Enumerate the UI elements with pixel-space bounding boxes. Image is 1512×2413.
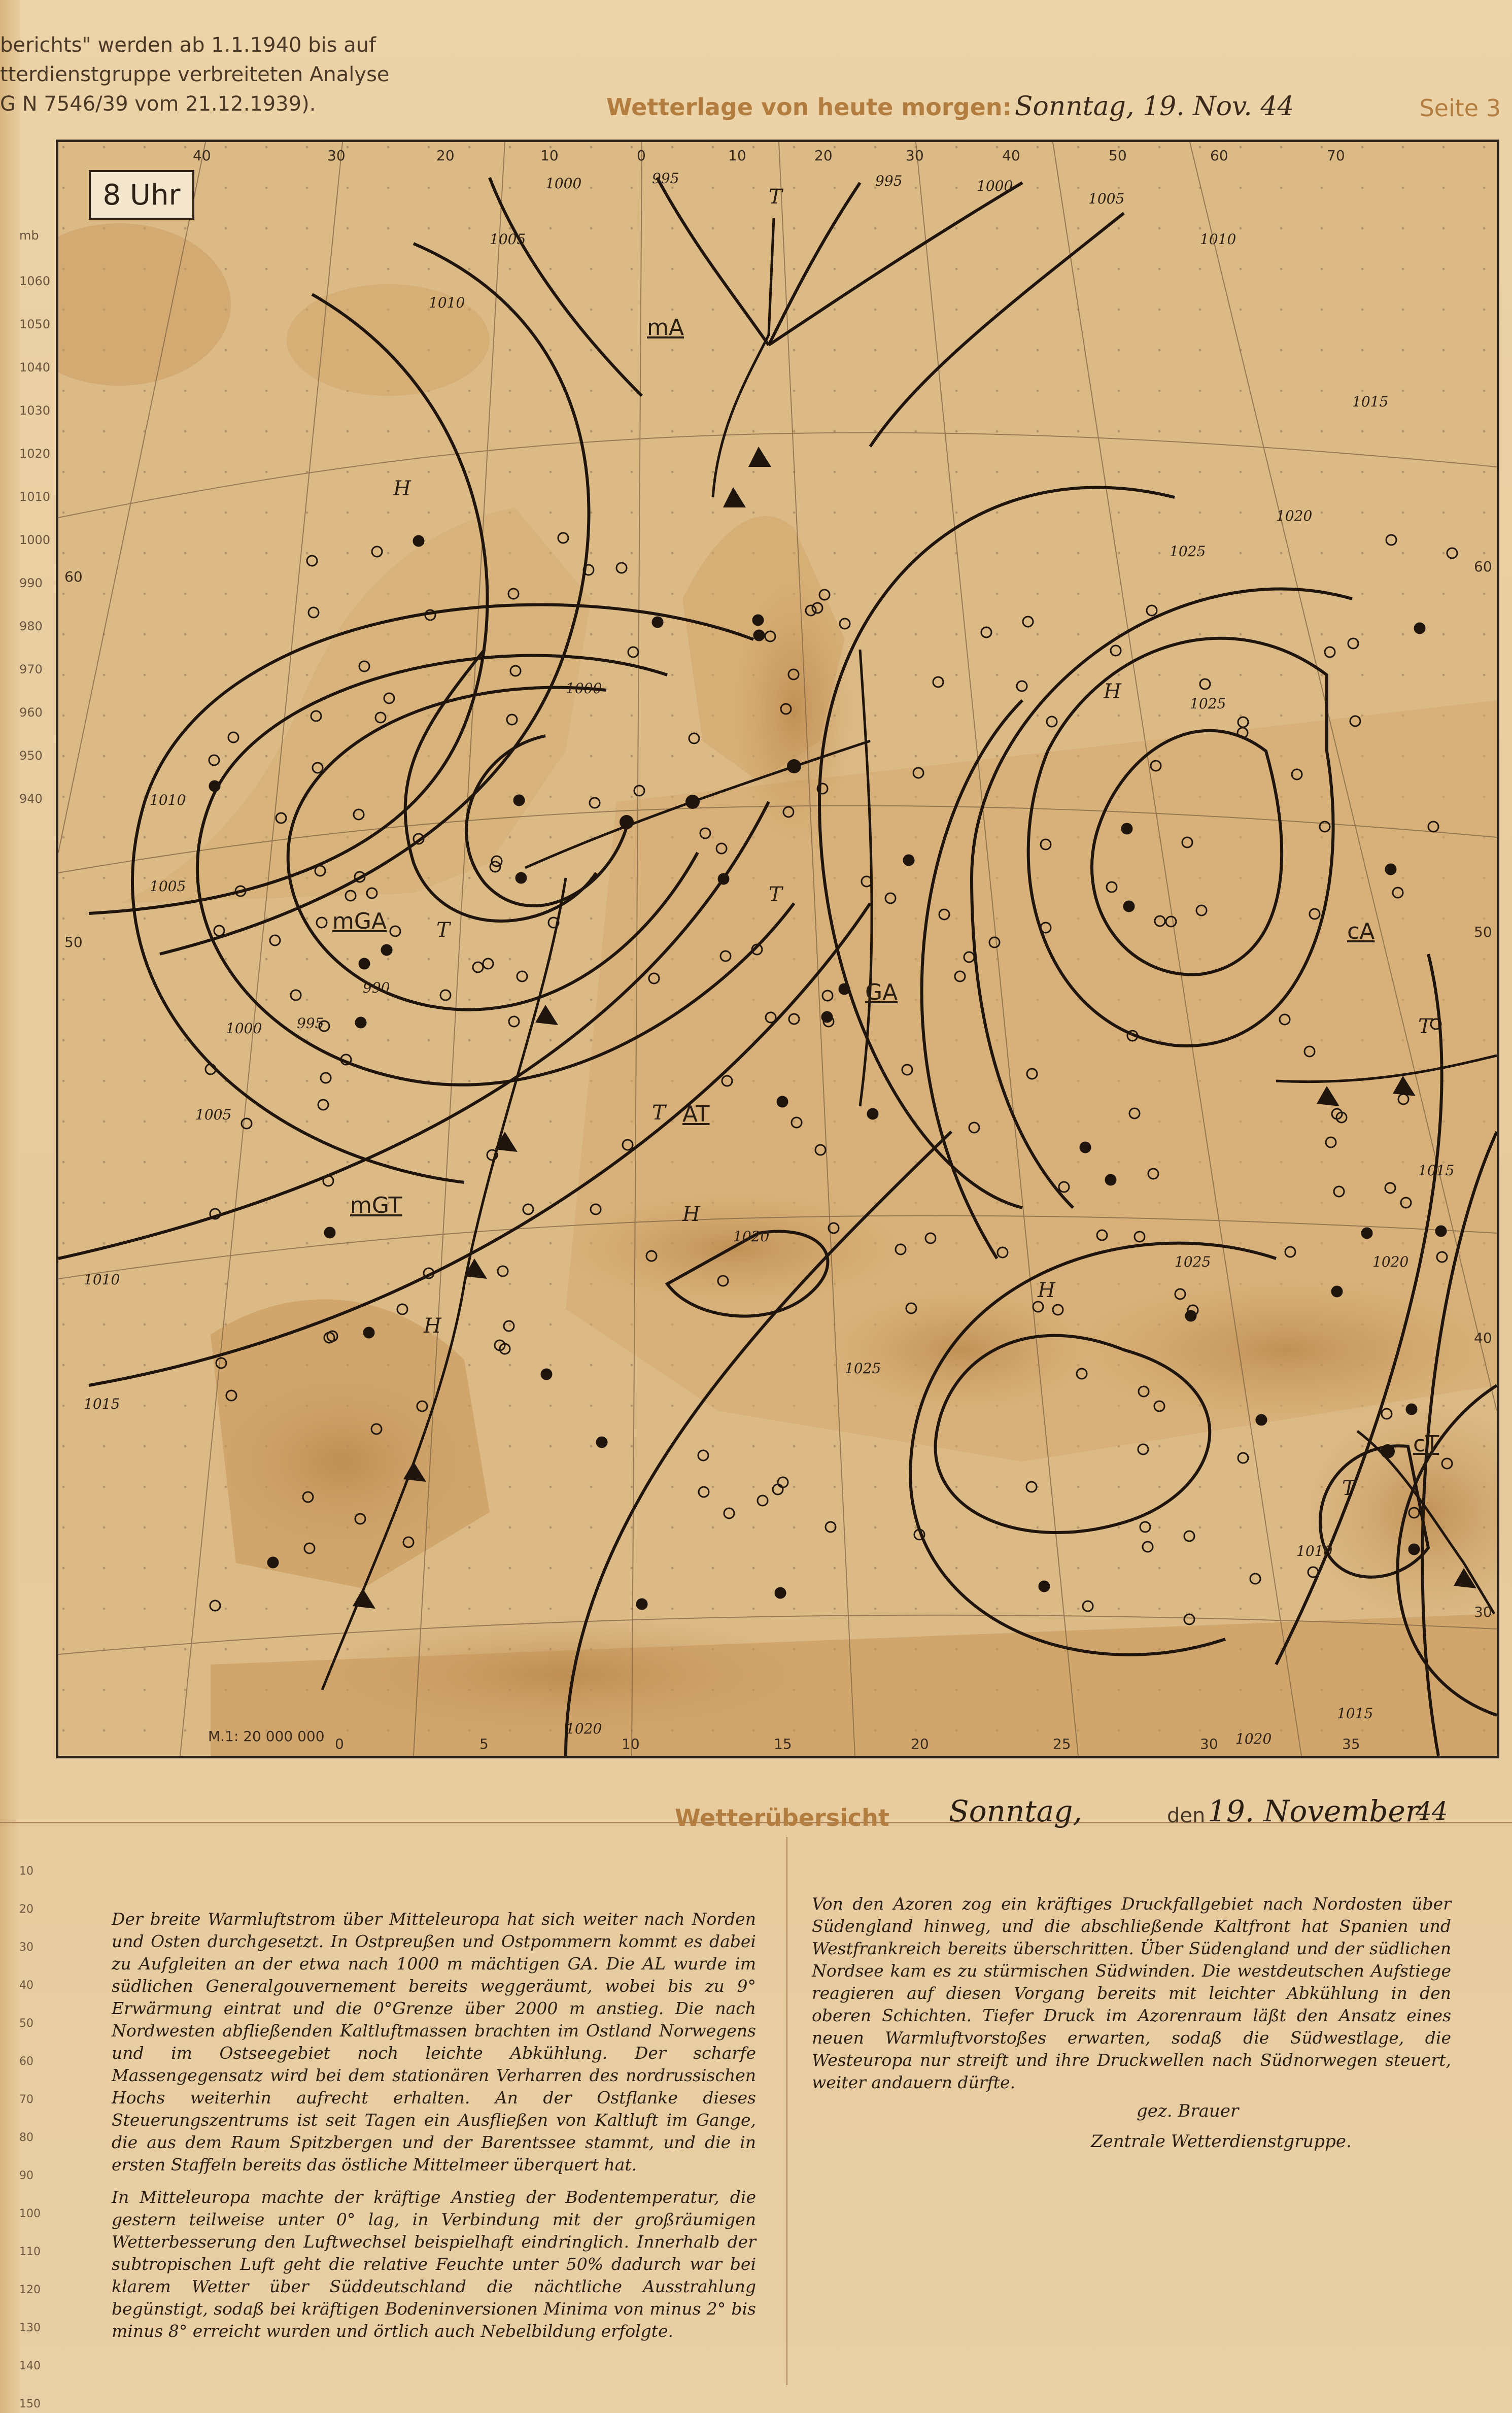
station-circle <box>414 536 424 546</box>
longitude-label: 20 <box>814 147 833 164</box>
pressure-center-low: T <box>769 185 782 209</box>
pressure-center-high: H <box>682 1203 700 1226</box>
station-circle <box>718 874 729 884</box>
station-circle <box>382 945 392 955</box>
longitude-label-bottom: 35 <box>1342 1736 1360 1752</box>
station-circle <box>1122 824 1132 834</box>
longitude-label: 30 <box>327 147 346 164</box>
station-circle <box>1436 1226 1446 1236</box>
isobar-label: 1020 <box>1372 1253 1409 1270</box>
ruler-label: 70 <box>19 2093 33 2106</box>
ruler-label: 120 <box>19 2284 41 2296</box>
pressure-scale-label: 960 <box>19 705 43 720</box>
station-circle <box>652 617 663 627</box>
air-mass-label: mGT <box>350 1193 402 1218</box>
header-notice-line: berichts" werden ab 1.1.1940 bis auf <box>0 33 376 57</box>
station-circle <box>516 873 526 883</box>
page-number: Seite 3 <box>1419 94 1501 122</box>
isobar-label: 1000 <box>566 680 602 697</box>
pressure-scale-label: 1040 <box>19 360 51 375</box>
station-circle <box>1415 623 1425 633</box>
isobar-label: 990 <box>363 979 390 996</box>
air-mass-label: mGA <box>332 908 387 934</box>
longitude-label-bottom: 10 <box>622 1736 640 1752</box>
station-circle <box>597 1437 607 1447</box>
longitude-label-bottom: 0 <box>335 1736 344 1752</box>
ruler-label: 140 <box>19 2360 41 2372</box>
station-circle <box>839 984 849 994</box>
pressure-scale-label: 1000 <box>19 533 51 547</box>
terrain-scandinavian-mountains <box>733 579 855 842</box>
terrain-atlas <box>312 1614 819 1736</box>
isobar-label: 1020 <box>1235 1730 1272 1747</box>
station-circle <box>1106 1175 1116 1185</box>
latitude-label: 50 <box>1474 924 1492 940</box>
isobar-label: 1020 <box>566 1720 602 1737</box>
heading-date: Sonntag, 19. Nov. 44 <box>1014 91 1294 122</box>
station-circle <box>1409 1544 1419 1554</box>
station-circle <box>1039 1581 1049 1591</box>
heading-label: Wetterlage von heute morgen: <box>606 93 1012 121</box>
summary-den: den <box>1167 1804 1206 1827</box>
station-circle <box>356 1017 366 1028</box>
isobar-label: 1005 <box>195 1106 232 1123</box>
pressure-scale-label: 1050 <box>19 317 51 331</box>
pressure-center-high: H <box>1104 680 1121 703</box>
station-circle <box>210 781 220 791</box>
pressure-scale-label: 990 <box>19 576 43 590</box>
station-circle <box>1386 864 1396 874</box>
pressure-center-low: T <box>1418 1015 1432 1038</box>
isobar-label: 995 <box>875 173 903 189</box>
air-mass-label: cT <box>1413 1431 1439 1457</box>
pressure-center-high: H <box>424 1314 441 1338</box>
summary-paragraph: In Mitteleuropa machte der kräftige Anstieg der Bodentemperatur, die gestern teilweise unter 0° lag, in Verbindung mit der großräumigen Wetterbesserung den Luftwechsel beispielhaft eindringlich. Innerhalb der subtropischen Luft geht die relative Feuchte unter 50% dadurch war bei klarem Wetter über Süddeutschland die nächtliche Ausstrahlung begünstigt, sodaß bei kräftigen Bodeninversionen Minima von minus 2° bis minus 8° erreicht wurden und örtlich auch Nebelbildung erfolgte. <box>112 2187 756 2341</box>
station-circle <box>1406 1404 1417 1414</box>
station-circle <box>637 1599 647 1609</box>
isobar-label: 995 <box>652 170 679 187</box>
isobar-label: 1010 <box>1296 1543 1333 1559</box>
pressure-scale <box>0 218 51 1690</box>
station-circle <box>359 959 369 969</box>
latitude-label: 60 <box>1474 558 1492 575</box>
longitude-label: 10 <box>728 147 746 164</box>
latitude-label: 30 <box>1474 1604 1492 1620</box>
station-circle <box>1362 1228 1372 1238</box>
header-notice-line: G N 7546/39 vom 21.12.1939). <box>0 92 316 116</box>
station-circle <box>775 1588 785 1598</box>
station-circle <box>514 795 524 805</box>
isobar-label: 1000 <box>977 178 1013 194</box>
isobar-label: 1020 <box>733 1228 770 1245</box>
isobar-label: 1010 <box>1200 231 1236 248</box>
isobar-label: 1025 <box>1190 695 1226 712</box>
signature-office: Zentrale Wetterdienstgruppe. <box>1091 2131 1352 2152</box>
station-circle <box>868 1109 878 1119</box>
map-scale: M.1: 20 000 000 <box>208 1728 325 1745</box>
longitude-label: 30 <box>906 147 924 164</box>
pressure-center-low: T <box>769 883 782 906</box>
isobar-label: 1025 <box>1175 1253 1211 1270</box>
longitude-label: 20 <box>436 147 455 164</box>
longitude-label: 0 <box>637 147 646 164</box>
air-mass-label: GA <box>865 979 898 1005</box>
longitude-label-bottom: 30 <box>1200 1736 1218 1752</box>
summary-year: 44 <box>1416 1796 1448 1826</box>
isobar-label: 1000 <box>545 175 582 192</box>
station-circle <box>325 1228 335 1238</box>
air-mass-label: mA <box>647 315 684 341</box>
station-circle <box>1332 1286 1342 1297</box>
station-circle <box>753 615 763 625</box>
pressure-scale-label: 1020 <box>19 447 51 461</box>
ruler-label: 110 <box>19 2246 41 2258</box>
longitude-label-bottom: 15 <box>774 1736 792 1752</box>
weather-map <box>56 140 1499 1758</box>
page-heading <box>606 91 1294 122</box>
column-divider <box>786 1837 787 2385</box>
station-circle <box>541 1369 552 1379</box>
isobar-label: 1025 <box>1170 543 1206 560</box>
weather-map-svg <box>58 142 1497 1756</box>
isobar-label: 1005 <box>490 231 526 248</box>
summary-date: 19. November <box>1208 1794 1420 1828</box>
map-time-badge: 8 Uhr <box>89 170 194 220</box>
header-notice <box>0 30 390 119</box>
ruler-label: 100 <box>19 2207 41 2220</box>
signature-name: gez. Brauer <box>1137 2101 1239 2121</box>
station-circle <box>904 855 914 865</box>
pressure-scale-label: 950 <box>19 749 43 763</box>
longitude-label-bottom: 20 <box>911 1736 929 1752</box>
summary-day: Sonntag, <box>949 1794 1082 1828</box>
longitude-label: 40 <box>1002 147 1020 164</box>
station-circle <box>268 1557 278 1568</box>
station-circle <box>1256 1415 1266 1425</box>
station-circle <box>754 630 764 640</box>
longitude-label: 60 <box>1210 147 1228 164</box>
ruler-label: 50 <box>19 2017 33 2030</box>
summary-text-right <box>812 1893 1451 2104</box>
summary-text-left <box>112 1908 756 2353</box>
isobar-label: 1005 <box>1088 190 1125 207</box>
station-circle <box>777 1097 787 1107</box>
isobar-label: 1005 <box>150 878 186 895</box>
station-circle <box>1186 1311 1196 1321</box>
station-circle <box>364 1328 374 1338</box>
isobar-label: 1015 <box>1418 1162 1455 1179</box>
pressure-scale-label: 1060 <box>19 274 51 288</box>
pressure-center-high: H <box>393 477 411 500</box>
isobar-label: 1020 <box>1276 507 1313 524</box>
longitude-label-bottom: 5 <box>479 1736 489 1752</box>
station-circle <box>1124 901 1134 911</box>
isobar-label: 1010 <box>84 1271 120 1288</box>
header-notice-line: tterdienstgruppe verbreiteten Analyse <box>0 63 390 86</box>
air-mass-label: cA <box>1347 919 1375 944</box>
isobar-label: 995 <box>297 1015 324 1032</box>
longitude-label: 50 <box>1109 147 1127 164</box>
pressure-center-low: T <box>1342 1477 1356 1500</box>
ruler-label: 30 <box>19 1941 33 1954</box>
pressure-center-high: H <box>1038 1279 1055 1302</box>
ruler-label: 60 <box>19 2055 33 2068</box>
pressure-center-low: T <box>652 1101 666 1125</box>
longitude-label: 70 <box>1327 147 1345 164</box>
ruler-label: 80 <box>19 2131 33 2144</box>
ruler-label: 20 <box>19 1903 33 1916</box>
isobar-label: 1025 <box>845 1360 881 1377</box>
ruler-label: 10 <box>19 1865 33 1878</box>
terrain-anatolia <box>1073 1279 1497 1421</box>
air-mass-label: AT <box>682 1101 710 1127</box>
longitude-label: 10 <box>540 147 559 164</box>
isobar-label: 1015 <box>84 1396 120 1412</box>
summary-paragraph: Der breite Warmluftstrom über Mitteleuropa hat sich weiter nach Norden und Osten durchgesetzt. In Ostpreußen und Ostpommern kommt es dabei zu Aufgleiten an der etwa nach 1000 m mächtigen GA. Die AL wurde im südlichen Generalgouvernement bereits weggeräumt, wobei bis zu 9° Erwärmung eintrat und die 0°Grenze über 2000 m anstieg. Die nach Nordwesten abfließenden Kaltluftmassen brachten im Ostland Norwegens und im Ostseegebiet noch leichte Abkühlung. Der scharfe Massengegensatz wird bei dem stationären Verharren des nordrussischen Hochs weiterhin aufrecht erhalten. An der Ostflanke dieses Steuerungszentrums ist seit Tagen ein Ausfließen von Kaltluft im Gange, die aus dem Raum Spitzbergen und der Barentssee stammt, und die in ersten Staffeln bereits das östliche Mittelmeer überquert hat. <box>112 1909 756 2174</box>
longitude-label: 40 <box>193 147 211 164</box>
pressure-scale-label: 980 <box>19 619 43 633</box>
longitude-label-bottom: 25 <box>1053 1736 1071 1752</box>
ruler-label: 90 <box>19 2169 33 2182</box>
isobar-label: 1015 <box>1352 393 1389 410</box>
isobar-label: 1010 <box>429 294 465 311</box>
isobar-label: 1000 <box>226 1020 262 1037</box>
isobar-label: 1010 <box>150 792 186 808</box>
isobar-label: 1015 <box>1337 1705 1373 1722</box>
ruler-label: 130 <box>19 2322 41 2334</box>
latitude-label-left: 60 <box>64 568 83 585</box>
pressure-scale-unit: mb <box>19 228 39 243</box>
ruler-label: 40 <box>19 1979 33 1992</box>
pressure-scale-label: 940 <box>19 792 43 806</box>
pressure-center-low: T <box>436 919 450 942</box>
left-ruler <box>0 1827 51 2410</box>
pressure-scale-label: 1010 <box>19 490 51 504</box>
summary-paragraph: Von den Azoren zog ein kräftiges Druckfallgebiet nach Nordosten über Südengland hinweg, und die abschließende Kaltfront hat Spanien und Westfrankreich bereits überschritten. Über Südengland und der südlichen Nordsee kam es zu stürmischen Südwinden. Die westdeutschen Aufstiege reagieren auf diesen Vorgang bereits mit leichter Abkühlung in den oberen Schichten. Tiefer Druck im Azorenraum läßt den Ansatz eines neuen Warmluftvorstoßes erwarten, sodaß die Südwestlage, die Westeuropa nur streift und ihre Druckwellen nach Südnorwegen steuert, weiter andauern dürfte. <box>812 1894 1451 2092</box>
ruler-label: 150 <box>19 2398 41 2410</box>
latitude-label-left: 50 <box>64 934 83 950</box>
pressure-scale-label: 1030 <box>19 403 51 418</box>
latitude-label: 40 <box>1474 1330 1492 1346</box>
station-circle <box>1080 1142 1090 1152</box>
pressure-scale-label: 970 <box>19 662 43 676</box>
summary-heading: Wetterübersicht <box>675 1804 889 1831</box>
